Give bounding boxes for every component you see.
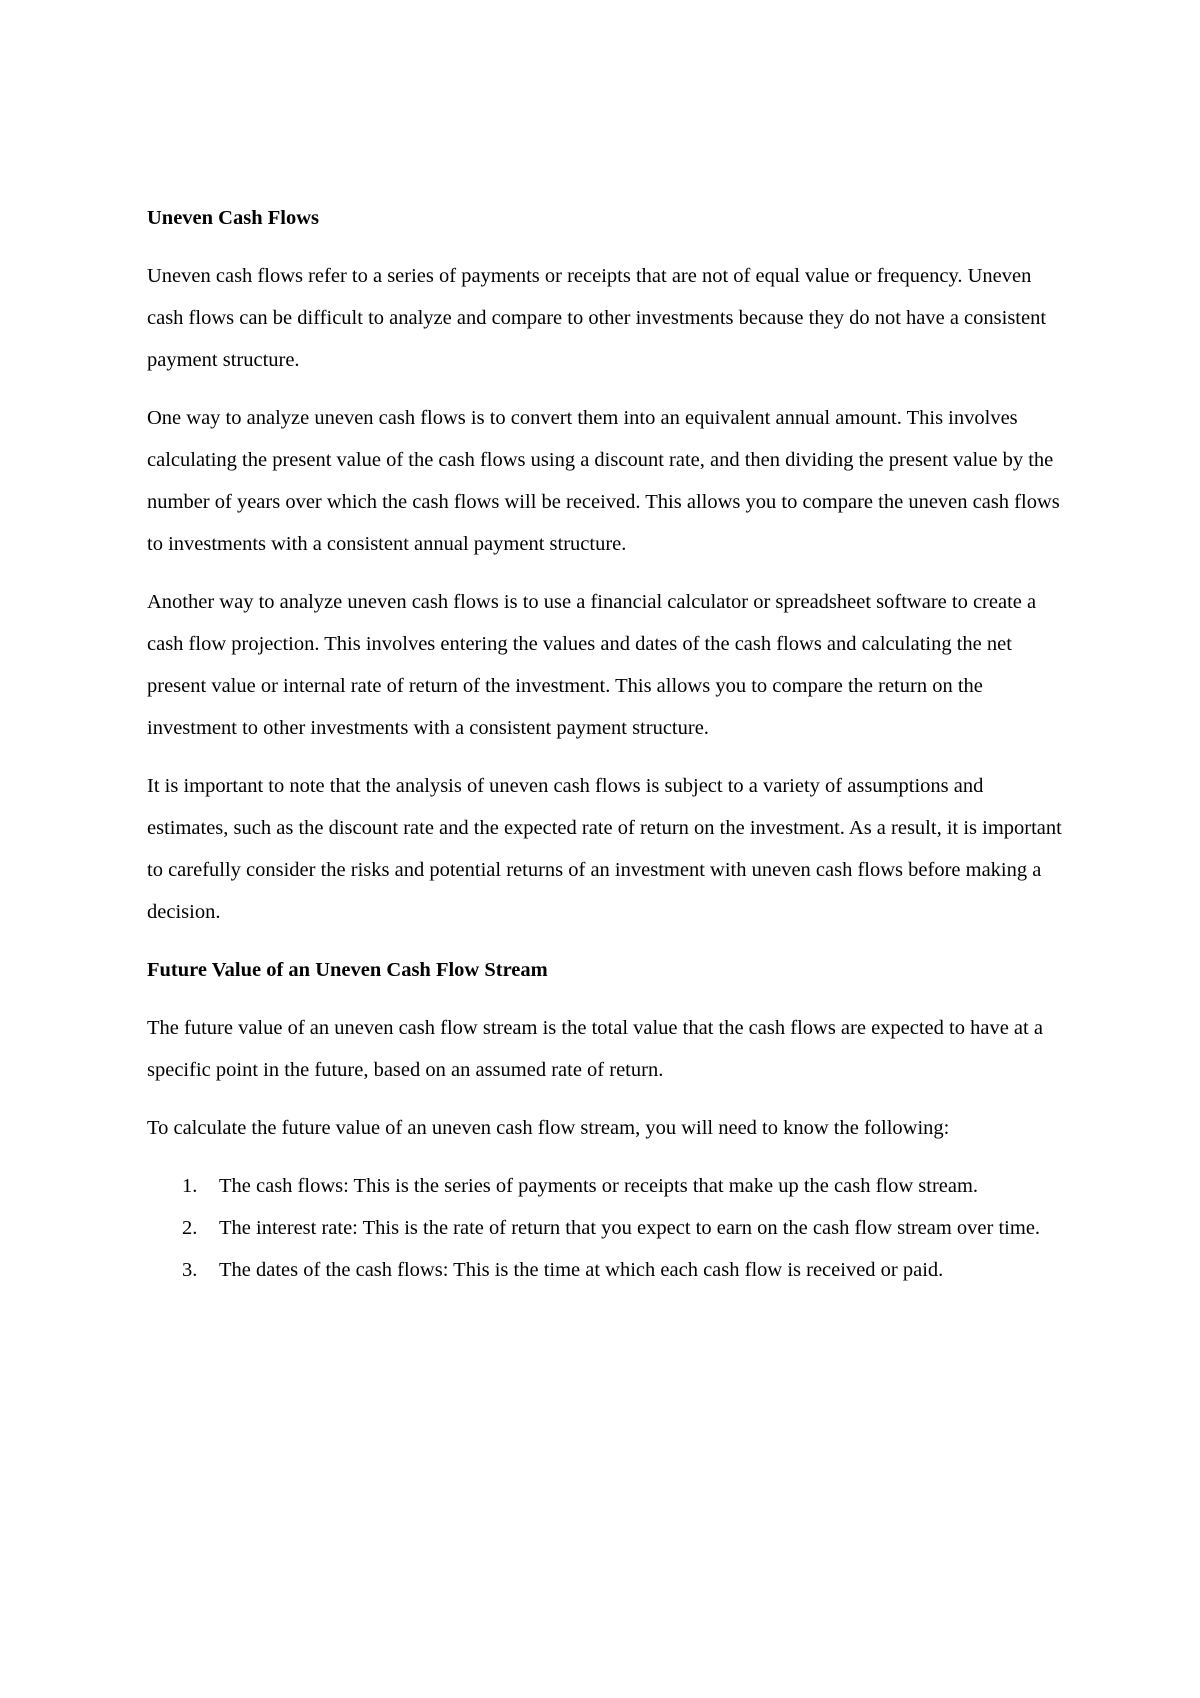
list-item-number: 2. (182, 1217, 198, 1239)
list-item-text: The dates of the cash flows: This is the time at which each cash flow is received or paid. (219, 1259, 944, 1281)
list-item-number: 1. (182, 1175, 198, 1197)
list-item-number: 3. (182, 1259, 198, 1281)
paragraph: To calculate the future value of an uneven cash flow stream, you will need to know the following: (147, 1117, 950, 1139)
list-item-text: The interest rate: This is the rate of return that you expect to earn on the cash flow stream over time. (219, 1217, 1041, 1239)
paragraph: The future value of an uneven cash flow stream is the total value that the cash flows are expected to have at a specific point in the future, based on an assumed rate of return. (147, 1017, 1043, 1081)
list-item (147, 1165, 1065, 1207)
paragraph: Uneven cash flows refer to a series of payments or receipts that are not of equal value or frequency. Uneven cash flows can be difficult to analyze and compare to other investments because they do not have a consistent payment structure. (147, 265, 1047, 371)
list-item (147, 1249, 1065, 1291)
list-item-text: The cash flows: This is the series of payments or receipts that make up the cash flow stream. (219, 1175, 979, 1197)
section-heading-future-value: Future Value of an Uneven Cash Flow Stream (147, 959, 548, 981)
section-heading-uneven-cash-flows: Uneven Cash Flows (147, 207, 319, 229)
paragraph: Another way to analyze uneven cash flows is to use a financial calculator or spreadsheet software to create a cash flow projection. This involves entering the values and dates of the cash flows and calculating the net present value or internal rate of return of the investment. This allows you to compare the return on the investment to other investments with a consistent payment structure. (147, 591, 1037, 739)
paragraph: One way to analyze uneven cash flows is to convert them into an equivalent annual amount. This involves calculating the present value of the cash flows using a discount rate, and then dividing the present value by the number of years over which the cash flows will be received. This allows you to compare the uneven cash flows to investments with a consistent annual payment structure. (147, 407, 1060, 555)
list-item (147, 1207, 1065, 1249)
document-body (147, 197, 1065, 1291)
numbered-list (147, 1165, 1065, 1291)
paragraph: It is important to note that the analysis of uneven cash flows is subject to a variety of assumptions and estimates, such as the discount rate and the expected rate of return on the investment. As a result, it is important to carefully consider the risks and potential returns of an investment with uneven cash flows before making a decision. (147, 775, 1062, 923)
